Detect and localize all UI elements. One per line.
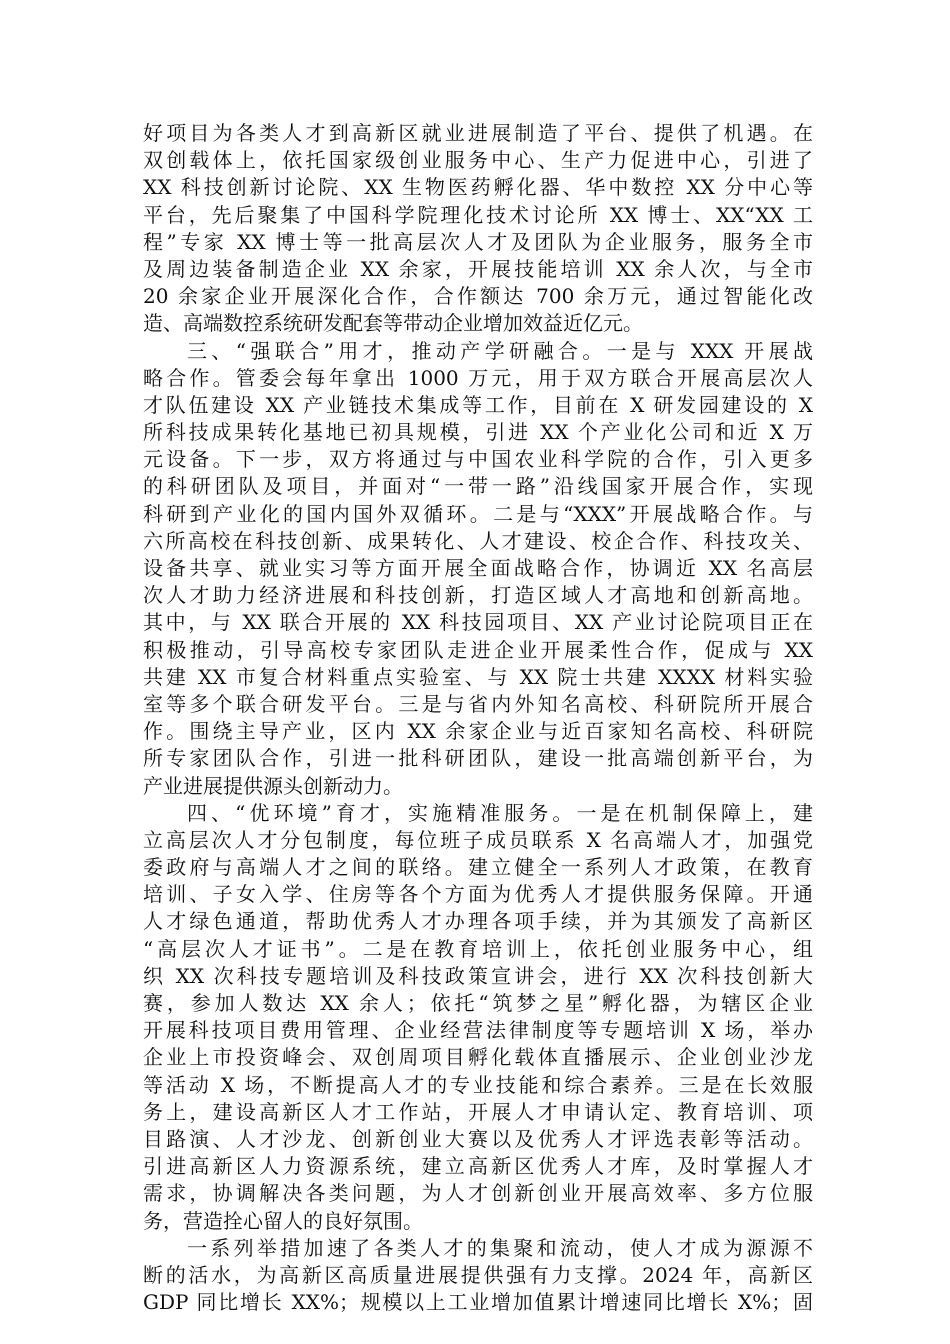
text-line: 开展科技项目费用管理、企业经营法律制度等专题培训 X 场，举办	[143, 1018, 813, 1043]
text-line: 六所高校在科技创新、成果转化、人才建设、校企合作、科技攻关、	[143, 528, 813, 553]
text-line: 培训、子女入学、住房等各个方面为优秀人才提供服务保障。开通	[143, 882, 813, 907]
text-line: 务上，建设高新区人才工作站，开展人才申请认定、教育培训、项	[143, 1099, 813, 1124]
text-line: 科研到产业化的国内国外双循环。二是与“XXX”开展战略合作。与	[143, 501, 813, 526]
text-line: 委政府与高端人才之间的联络。建立健全一系列人才政策，在教育	[143, 855, 813, 880]
text-line: 作。围绕主导产业，区内 XX 余家企业与近百家知名高校、科研院	[143, 719, 813, 744]
section-heading-line: 四、“优环境”育才，实施精准服务。一是在机制保障上，建	[187, 800, 813, 825]
text-line: 积极推动，引导高校专家团队走进企业开展柔性合作，促成与 XX	[143, 637, 813, 662]
text-line: 才队伍建设 XX 产业链技术集成等工作，目前在 X 研发园建设的 X	[143, 392, 813, 417]
paragraph-start-line: 一系列举措加速了各类人才的集聚和流动，使人才成为源源不	[187, 1235, 813, 1260]
text-line: XX 科技创新讨论院、XX 生物医药孵化器、华中数控 XX 分中心等	[143, 175, 813, 200]
text-line: 造、高端数控系统研发配套等带动企业增加效益近亿元。	[143, 311, 643, 336]
text-line: 元设备。下一步，双方将通过与中国农业科学院的合作，引入更多	[143, 447, 813, 472]
text-line: 引进高新区人力资源系统，建立高新区优秀人才库，及时掌握人才	[143, 1154, 813, 1179]
text-line: 共建 XX 市复合材料重点实验室、与 XX 院士共建 XXXX 材料实验	[143, 664, 813, 689]
text-line: 织 XX 次科技专题培训及科技政策宣讲会，进行 XX 次科技创新大	[143, 963, 813, 988]
text-line: 设备共享、就业实习等方面开展全面战略合作，协调近 XX 名高层	[143, 556, 813, 580]
text-line: 等活动 X 场，不断提高人才的专业技能和综合素养。三是在长效服	[143, 1072, 813, 1097]
text-line: 企业上市投资峰会、双创周项目孵化载体直播展示、企业创业沙龙	[143, 1045, 813, 1070]
text-line: 程”专家 XX 博士等一批高层次人才及团队为企业服务，服务全市	[143, 229, 813, 254]
text-line: 人才绿色通道，帮助优秀人才办理各项手续，并为其颁发了高新区	[143, 909, 813, 934]
text-line: “高层次人才证书”。二是在教育培训上，依托创业服务中心，组	[143, 936, 813, 961]
text-line: 双创载体上，依托国家级创业服务中心、生产力促进中心，引进了	[143, 148, 813, 173]
document-body	[143, 120, 813, 1316]
text-line: 的科研团队及项目，并面对“一带一路”沿线国家开展合作，实现	[143, 474, 813, 499]
text-line: 断的活水，为高新区高质量进展提供强有力支撑。2024 年，高新区	[143, 1262, 813, 1287]
text-line: 略合作。管委会每年拿出 1000 万元，用于双方联合开展高层次人	[143, 365, 813, 390]
text-line: 所科技成果转化基地已初具规模，引进 XX 个产业化公司和近 X 万	[143, 420, 813, 445]
text-line: 务，营造拴心留人的良好氛围。	[143, 1208, 423, 1233]
text-line: 所专家团队合作，引进一批科研团队，建设一批高端创新平台，为	[143, 746, 813, 771]
text-line: 产业进展提供源头创新动力。	[143, 773, 403, 798]
text-line: 及周边装备制造企业 XX 余家，开展技能培训 XX 余人次，与全市	[143, 256, 813, 281]
text-line: GDP 同比增长 XX%；规模以上工业增加值累计增速同比增长 X%；固	[143, 1290, 813, 1315]
section-heading-line: 三、“强联合”用才，推动产学研融合。一是与 XXX 开展战	[187, 338, 813, 363]
text-line: 需求，协调解决各类问题，为人才创新创业开展高效率、多方位服	[143, 1181, 813, 1206]
text-line: 好项目为各类人才到高新区就业进展制造了平台、提供了机遇。在	[143, 121, 813, 145]
text-line: 目路演、人才沙龙、创新创业大赛以及优秀人才评选表彰等活动。	[143, 1126, 813, 1151]
text-line: 次人才助力经济进展和科技创新，打造区域人才高地和创新高地。	[143, 583, 813, 608]
text-line: 赛，参加人数达 XX 余人；依托“筑梦之星”孵化器，为辖区企业	[143, 991, 813, 1015]
text-line: 室等多个联合研发平台。三是与省内外知名高校、科研院所开展合	[143, 691, 813, 716]
text-line: 平台，先后聚集了中国科学院理化技术讨论所 XX 博士、XX“XX 工	[143, 202, 813, 227]
text-line: 立高层次人才分包制度，每位班子成员联系 X 名高端人才，加强党	[143, 827, 813, 852]
text-line: 20 余家企业开展深化合作，合作额达 700 余万元，通过智能化改	[143, 284, 813, 309]
text-line: 其中，与 XX 联合开展的 XX 科技园项目、XX 产业讨论院项目正在	[143, 610, 813, 635]
